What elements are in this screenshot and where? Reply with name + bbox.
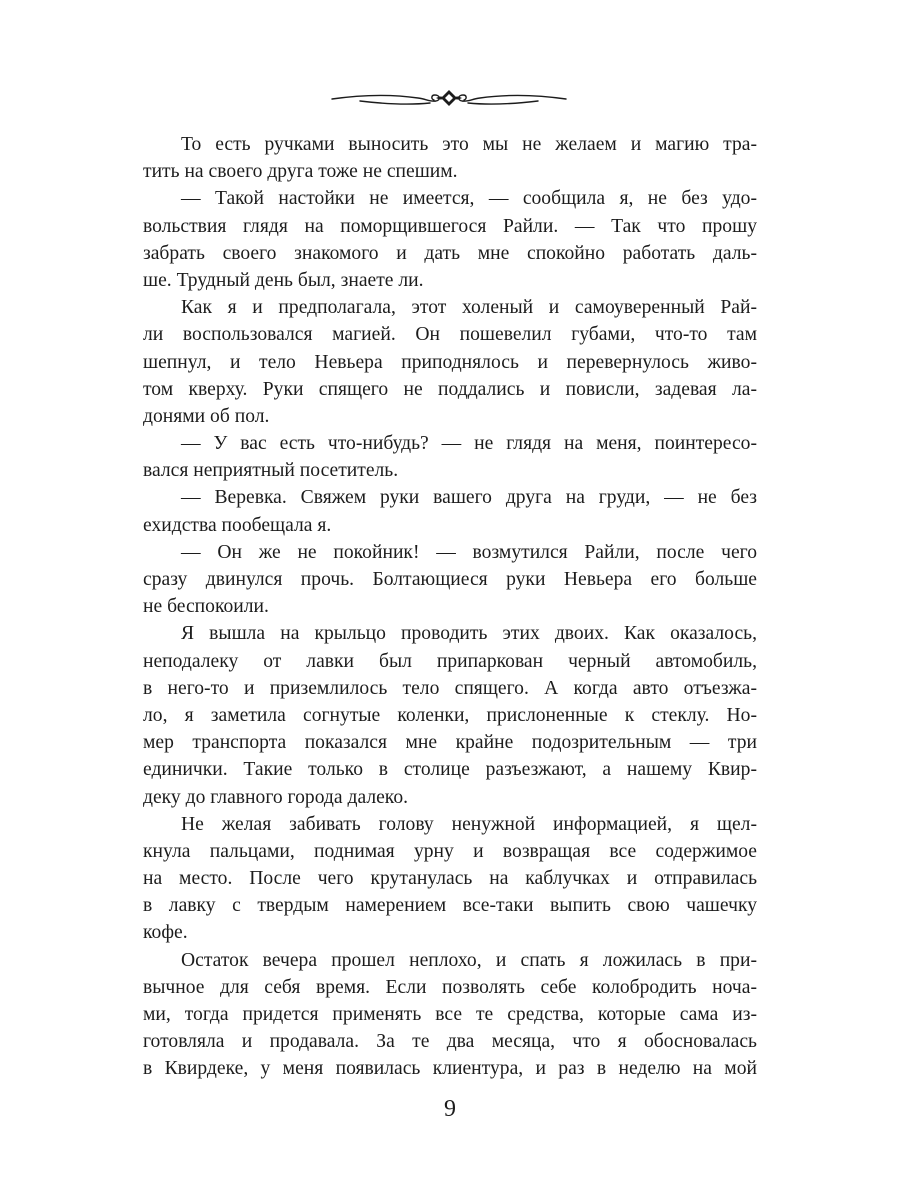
text-line: ли воспользовался магией. Он пошевелил губами, что-то там <box>143 324 757 346</box>
text-line: в него-то и приземлилось тело спящего. А когда авто отъезжа- <box>143 677 757 699</box>
text-line: шепнул, и тело Невьера приподнялось и перевернулось живо- <box>143 351 757 373</box>
text-line: ми, тогда придется применять все те средства, которые сама из- <box>143 1004 757 1025</box>
text-line: донями об пол. <box>143 405 270 427</box>
text-line: не беспокоили. <box>143 596 269 618</box>
text-line: — Он же не покойник! — возмутился Райли, после чего <box>181 541 757 563</box>
text-line: Не желая забивать голову ненужной информацией, я щел- <box>181 813 757 835</box>
text-line: сразу двинулся прочь. Болтающиеся руки Невьера его больше <box>143 569 757 590</box>
flourish-divider-icon <box>330 86 568 110</box>
text-line: ло, я заметила согнутые коленки, прислоненные к стеклу. Но- <box>143 704 757 726</box>
text-line: — Такой настойки не имеется, — сообщила я, не без удо- <box>181 188 757 210</box>
text-line: забрать своего знакомого и дать мне спокойно работать даль- <box>143 242 757 264</box>
text-line: в Квирдеке, у меня появилась клиентура, и раз в неделю на мой <box>143 1058 757 1080</box>
text-line: — У вас есть что-нибудь? — не глядя на меня, поинтересо- <box>181 433 757 455</box>
text-line: вычное для себя время. Если позволять себе колобродить ноча- <box>143 976 757 998</box>
text-line: — Веревка. Свяжем руки вашего друга на груди, — не без <box>181 487 757 509</box>
text-line: вался неприятный посетитель. <box>143 460 399 482</box>
text-line: Я вышла на крыльцо проводить этих двоих. Как оказалось, <box>181 623 757 645</box>
text-line: на место. После чего крутанулась на каблучках и отправилась <box>143 868 757 890</box>
body-text <box>143 131 757 1083</box>
text-line: Как я и предполагала, этот холеный и самоуверенный Рай- <box>181 297 757 319</box>
text-line: тить на своего друга тоже не спешим. <box>143 161 458 183</box>
text-line: вольствия глядя на поморщившегося Райли. — Так что прошу <box>143 215 757 237</box>
text-line: кофе. <box>143 922 188 944</box>
text-line: То есть ручками выносить это мы не желаем и магию тра- <box>181 134 757 155</box>
text-line: Остаток вечера прошел неплохо, и спать я ложилась в при- <box>181 949 757 971</box>
text-line: готовляла и продавала. За те два месяца, что я обосновалась <box>143 1031 757 1053</box>
text-line: том кверху. Руки спящего не поддались и повисли, задевая ла- <box>143 378 757 400</box>
text-line: в лавку с твердым намерением все-таки выпить свою чашечку <box>143 895 757 917</box>
text-line: ше. Трудный день был, знаете ли. <box>143 269 424 291</box>
text-line: единички. Такие только в столице разъезжают, а нашему Квир- <box>143 759 757 781</box>
page-number: 9 <box>444 1096 456 1122</box>
text-line: ехидства пообещала я. <box>143 514 332 536</box>
text-line: мер транспорта показался мне крайне подозрительным — три <box>143 732 757 754</box>
text-line: кнула пальцами, поднимая урну и возвращая все содержимое <box>143 840 757 862</box>
text-line: деку до главного города далеко. <box>143 786 409 808</box>
text-line: неподалеку от лавки был припаркован черный автомобиль, <box>143 650 757 672</box>
